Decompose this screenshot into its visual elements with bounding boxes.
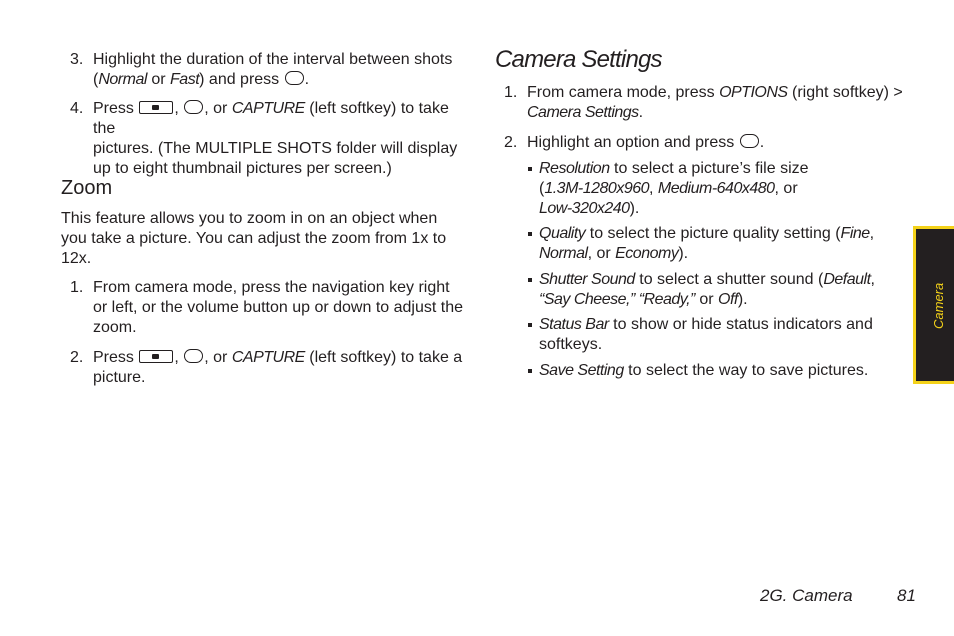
camera-key-icon [139,101,173,114]
step-number: 1. [70,279,84,296]
ok-key-icon [285,71,304,85]
camera-key-icon [139,350,173,363]
chapter-tab-label: Camera [931,282,946,329]
ok-key-icon [184,100,203,114]
ok-key-icon [740,134,759,148]
page-number: 81 [897,586,916,605]
options-softkey: OPTIONS [719,84,788,101]
bullet-shutter-sound: Shutter Sound to select a shutter sound (Default, “Say Cheese,” “Ready,” or Off). [527,270,897,310]
zoom-heading: Zoom [61,177,113,199]
bullet-icon [528,278,532,282]
bullet-resolution: Resolution to select a picture’s file size (1.3M-1280x960, Medium-640x480, or Low-320x240). [527,159,887,219]
bullet-icon [528,323,532,327]
step-number: 3. [70,51,84,68]
bullet-icon [528,232,532,236]
footer-section-name: 2G. Camera [760,586,853,605]
bullet-icon [528,369,532,373]
bullet-status-bar: Status Bar to show or hide status indicators and softkeys. [527,315,897,355]
step-number: 2. [504,134,518,151]
step-number: 4. [70,100,84,117]
normal-option: Normal [98,71,147,88]
capture-softkey: CAPTURE [231,100,305,117]
step-number: 1. [504,84,518,101]
chapter-tab [913,226,954,384]
camera-settings-menu: Camera Settings [527,104,639,121]
bullet-icon [528,167,532,171]
capture-softkey: CAPTURE [231,349,305,366]
page-title: Camera Settings [495,46,662,73]
ok-key-icon [184,349,203,363]
bullet-quality: Quality to select the picture quality setting (Fine, Normal, or Economy). [527,224,897,264]
fast-option: Fast [170,71,200,88]
zoom-paragraph: This feature allows you to zoom in on an object when you take a picture. You can adjust the zoom from 1x to 12x. [61,210,447,267]
step-number: 2. [70,349,84,366]
bullet-save-setting: Save Setting to select the way to save pictures. [527,361,897,381]
step-text-line: Highlight the duration of the interval between shots [93,51,453,68]
